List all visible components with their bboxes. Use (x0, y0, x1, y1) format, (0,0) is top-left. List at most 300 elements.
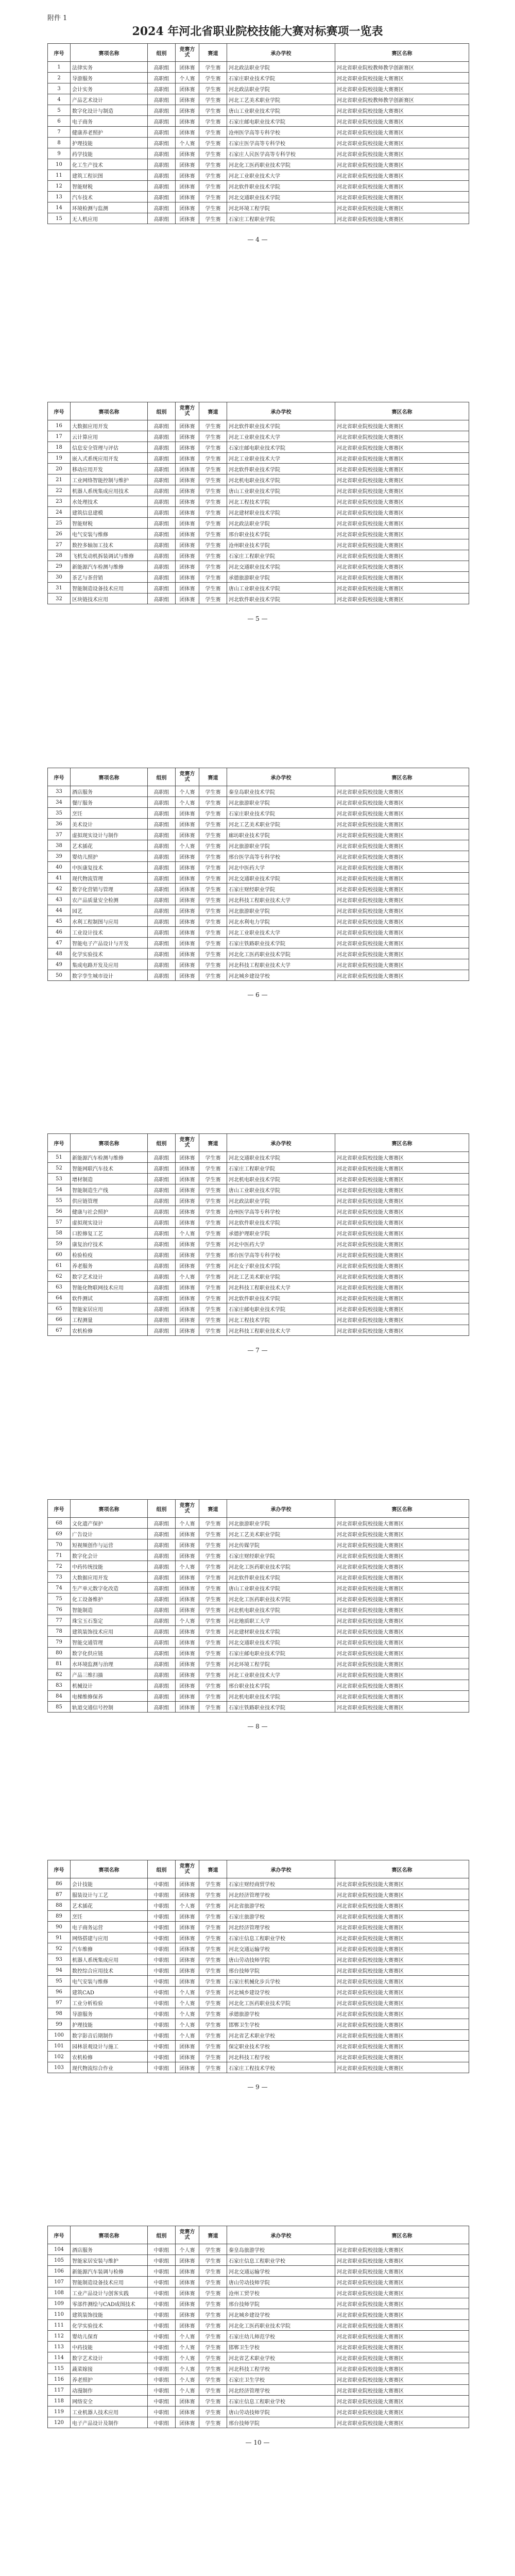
table-cell: 中职组 (148, 2266, 176, 2277)
table-cell: 学生赛 (199, 2298, 227, 2309)
column-header: 竞赛方式 (176, 1860, 199, 1878)
table-cell: 无人机应用 (71, 213, 148, 224)
table-cell: 河北省职业院校技能大赛赛区 (335, 2374, 469, 2385)
page-number: — 10 — (245, 2439, 270, 2446)
competition-table (47, 402, 469, 604)
table-cell: 电气安装与维修 (71, 529, 148, 539)
table-cell: 河北科技工程职业技术大学 (227, 894, 335, 905)
table-row (48, 138, 469, 148)
table-cell: 石家庄信息工程职业学校 (227, 2255, 335, 2266)
table-cell: 石家庄邮电职业技术学院 (227, 1303, 335, 1314)
table-cell: 健康养老照护 (71, 127, 148, 138)
table-cell: 河北省职业院校技能大赛赛区 (335, 2363, 469, 2374)
table-cell: 河北软件职业技术学院 (227, 420, 335, 431)
table-cell: 学生赛 (199, 2062, 227, 2073)
table-cell: 学生赛 (199, 1943, 227, 1954)
table-cell: 智能制造设备技术应用 (71, 2277, 148, 2287)
table-cell: 秦皇岛职业技术学院 (227, 786, 335, 797)
table-cell: 健康与社会照护 (71, 1206, 148, 1217)
table-row (48, 2277, 469, 2287)
column-header: 赛项名称 (71, 402, 148, 420)
table-cell: 学生赛 (199, 442, 227, 453)
table-cell: 河北省职业院校技能大赛赛区 (335, 2255, 469, 2266)
table-row (48, 2374, 469, 2385)
table-cell: 95 (48, 1976, 71, 1987)
table-cell: 学生赛 (199, 1615, 227, 1626)
table-cell: 高职组 (148, 1260, 176, 1271)
table-header-row (48, 768, 469, 786)
table-cell: 学生赛 (199, 2363, 227, 2374)
table-cell: 55 (48, 1195, 71, 1206)
table-cell: 高职组 (148, 1669, 176, 1680)
table-cell: 高职组 (148, 192, 176, 202)
table-cell: 高职组 (148, 496, 176, 507)
page-number: — 8 — (247, 1723, 268, 1730)
table-cell: 学生赛 (199, 2352, 227, 2363)
table-cell: 学生赛 (199, 1282, 227, 1293)
table-cell: 个人赛 (176, 1518, 199, 1529)
table-cell: 101 (48, 2041, 71, 2052)
table-cell: 60 (48, 1249, 71, 1260)
table-row (48, 1529, 469, 1539)
table-cell: 团体赛 (176, 594, 199, 604)
table-cell: 10 (48, 159, 71, 170)
table-cell: 49 (48, 959, 71, 970)
table-cell: 高职组 (148, 507, 176, 518)
table-cell: 52 (48, 1163, 71, 1174)
table-row (48, 431, 469, 442)
table-row (48, 927, 469, 938)
table-cell: 河北政法职业学院 (227, 83, 335, 94)
table-cell: 智能财税 (71, 518, 148, 529)
table-cell: 27 (48, 539, 71, 550)
table-cell: 37 (48, 829, 71, 840)
table-cell: 河北环境工程学院 (227, 202, 335, 213)
table-cell: 河北省职业院校技能大赛赛区 (335, 1583, 469, 1594)
table-row (48, 561, 469, 572)
table-cell: 中职组 (148, 2309, 176, 2320)
table-cell: 29 (48, 561, 71, 572)
table-cell: 护理技能 (71, 2019, 148, 2030)
table-cell: 轨道交通信号控制 (71, 1702, 148, 1713)
table-row (48, 2019, 469, 2030)
table-cell: 嵌入式系统应用开发 (71, 453, 148, 464)
table-row (48, 464, 469, 474)
table-cell: 智能制造设备技术应用 (71, 583, 148, 594)
table-header-row (48, 2226, 469, 2244)
table-cell: 河北省职业院校技能大赛赛区 (335, 1604, 469, 1615)
table-cell: 石家庄医学高等专科学校 (227, 138, 335, 148)
table-cell: 学生赛 (199, 1561, 227, 1572)
table-cell: 河北省职业院校技能大赛赛区 (335, 873, 469, 884)
table-cell: 邢台技师学院 (227, 2417, 335, 2428)
table-row (48, 1943, 469, 1954)
table-row (48, 1228, 469, 1239)
table-row (48, 73, 469, 83)
table-cell: 河北科技工程职业技术大学 (227, 1325, 335, 1336)
table-cell: 石家庄信息工程职业学校 (227, 1933, 335, 1943)
table-cell: 产品艺术设计 (71, 94, 148, 105)
table-cell: 学生赛 (199, 1206, 227, 1217)
table-cell: 学生赛 (199, 1239, 227, 1249)
table-row (48, 2309, 469, 2320)
table-row (48, 1174, 469, 1184)
column-header: 组别 (148, 1134, 176, 1152)
table-cell: 团体赛 (176, 1572, 199, 1583)
table-cell: 高职组 (148, 213, 176, 224)
table-cell: 高职组 (148, 127, 176, 138)
table-cell: 河北化工医药职业技术学院 (227, 948, 335, 959)
table-row (48, 1195, 469, 1206)
table-cell: 高职组 (148, 938, 176, 948)
table-cell: 网络搭建与应用 (71, 1933, 148, 1943)
table-cell: 河北省职业院校技能大赛赛区 (335, 2320, 469, 2331)
table-cell: 珠宝玉石鉴定 (71, 1615, 148, 1626)
table-cell: 学生赛 (199, 2417, 227, 2428)
table-cell: 河北省职业院校技能大赛赛区 (335, 1518, 469, 1529)
table-cell: 团体赛 (176, 1669, 199, 1680)
table-cell: 河北省职业院校技能大赛赛区 (335, 970, 469, 981)
table-cell: 中职组 (148, 2352, 176, 2363)
table-cell: 智能交通管理 (71, 1637, 148, 1648)
table-cell: 河北省职业院校技能大赛赛区 (335, 159, 469, 170)
table-row (48, 1900, 469, 1911)
table-cell: 团体赛 (176, 529, 199, 539)
table-cell: 学生赛 (199, 1529, 227, 1539)
table-cell: 河北软件职业技术学院 (227, 181, 335, 192)
table-cell: 河北机电职业技术学院 (227, 1691, 335, 1702)
table-cell: 学生赛 (199, 1195, 227, 1206)
table-cell: 中职组 (148, 2041, 176, 2052)
table-cell: 学生赛 (199, 1691, 227, 1702)
table-cell: 河北省职业院校技能大赛赛区 (335, 2385, 469, 2396)
table-cell: 学生赛 (199, 464, 227, 474)
table-cell: 智能化物联网技术应用 (71, 1282, 148, 1293)
table-cell: 高职组 (148, 1680, 176, 1691)
table-row (48, 1911, 469, 1922)
table-cell: 99 (48, 2019, 71, 2030)
table-cell: 河北省职业院校技能大赛赛区 (335, 594, 469, 604)
table-cell: 团体赛 (176, 1954, 199, 1965)
table-cell: 大数据应用开发 (71, 420, 148, 431)
table-row (48, 797, 469, 808)
table-cell: 河北省职业院校技能大赛赛区 (335, 2266, 469, 2277)
table-cell: 河北省职业院校技能大赛赛区 (335, 442, 469, 453)
table-cell: 河北交通职业技术学院 (227, 561, 335, 572)
table-cell: 73 (48, 1572, 71, 1583)
table-row (48, 1550, 469, 1561)
table-cell: 高职组 (148, 1594, 176, 1604)
table-cell: 学生赛 (199, 2019, 227, 2030)
table-cell: 学生赛 (199, 862, 227, 873)
table-cell: 河北省职业院校技能大赛赛区 (335, 2352, 469, 2363)
table-cell: 河北交通运输学校 (227, 1943, 335, 1954)
table-cell: 团体赛 (176, 2052, 199, 2062)
table-cell: 高职组 (148, 1293, 176, 1303)
table-cell: 邢台医学高等专科学校 (227, 851, 335, 862)
table-cell: 团体赛 (176, 948, 199, 959)
table-cell: 学生赛 (199, 518, 227, 529)
table-cell: 高职组 (148, 529, 176, 539)
table-header-row (48, 402, 469, 420)
table-cell: 现代物流综合作业 (71, 2062, 148, 2073)
competition-table (47, 768, 469, 981)
table-cell: 个人赛 (176, 1615, 199, 1626)
table-cell: 学生赛 (199, 829, 227, 840)
table-cell: 高职组 (148, 1583, 176, 1594)
table-cell: 河北机电职业技术学院 (227, 1604, 335, 1615)
table-cell: 团体赛 (176, 1206, 199, 1217)
table-cell: 河北旅游职业学院 (227, 1518, 335, 1529)
table-cell: 团体赛 (176, 1539, 199, 1550)
table-row (48, 938, 469, 948)
table-cell: 学生赛 (199, 2041, 227, 2052)
column-header: 组别 (148, 2226, 176, 2244)
table-cell: 中职组 (148, 2342, 176, 2352)
table-cell: 河北省职业院校技能大赛赛区 (335, 1648, 469, 1658)
table-cell: 学生赛 (199, 1669, 227, 1680)
table-row (48, 594, 469, 604)
table-cell: 102 (48, 2052, 71, 2062)
table-cell: 中药传统技能 (71, 1561, 148, 1572)
column-header: 赛区名称 (335, 1860, 469, 1878)
table-cell: 33 (48, 786, 71, 797)
table-row (48, 1965, 469, 1976)
table-cell: 河北省职业院校技能大赛赛区 (335, 1922, 469, 1933)
table-cell: 团体赛 (176, 442, 199, 453)
table-cell: 41 (48, 873, 71, 884)
table-cell: 学生赛 (199, 170, 227, 181)
table-cell: 中职组 (148, 2298, 176, 2309)
table-cell: 水利工程制图与应用 (71, 916, 148, 927)
table-cell: 100 (48, 2030, 71, 2041)
table-cell: 高职组 (148, 170, 176, 181)
table-cell: 河北省职业院校技能大赛赛区 (335, 1228, 469, 1239)
table-cell: 石家庄职业技术学院 (227, 808, 335, 819)
table-row (48, 518, 469, 529)
table-cell: 河北机电职业技术学院 (227, 474, 335, 485)
table-cell: 中职组 (148, 2008, 176, 2019)
table-cell: 会计技能 (71, 1878, 148, 1889)
table-cell: 18 (48, 442, 71, 453)
table-cell: 中职组 (148, 1922, 176, 1933)
table-cell: 团体赛 (176, 2320, 199, 2331)
table-cell: 邢台职业技术学院 (227, 529, 335, 539)
table-row (48, 2244, 469, 2255)
table-cell: 沧州工贸学校 (227, 2287, 335, 2298)
table-cell: 45 (48, 916, 71, 927)
table-cell: 17 (48, 431, 71, 442)
table-row (48, 485, 469, 496)
table-cell: 高职组 (148, 550, 176, 561)
table-cell: 高职组 (148, 1691, 176, 1702)
table-cell: 57 (48, 1217, 71, 1228)
table-cell: 石家庄机械化步兵学校 (227, 1976, 335, 1987)
table-cell: 高职组 (148, 442, 176, 453)
table-cell: 中职组 (148, 1976, 176, 1987)
table-row (48, 884, 469, 894)
table-cell: 承德旅游学校 (227, 2008, 335, 2019)
table-cell: 石家庄人民医学高等专科学校 (227, 148, 335, 159)
competition-table (47, 43, 469, 224)
table-cell: 工业机器人技术应用 (71, 2406, 148, 2417)
table-row (48, 1637, 469, 1648)
table-cell: 团体赛 (176, 583, 199, 594)
table-cell: 团体赛 (176, 916, 199, 927)
table-cell: 零部件测绘与CAD成图技术 (71, 2298, 148, 2309)
table-cell: 河北省职业院校技能大赛赛区 (335, 138, 469, 148)
table-cell: 个人赛 (176, 73, 199, 83)
table-cell: 虚拟现实设计与制作 (71, 829, 148, 840)
table-cell: 河北省职业院校技能大赛赛区 (335, 2342, 469, 2352)
table-cell: 河北交通运输学校 (227, 2266, 335, 2277)
table-cell: 工业产品设计与创客实践 (71, 2287, 148, 2298)
table-cell: 团体赛 (176, 1933, 199, 1943)
table-cell: 中职组 (148, 2374, 176, 2385)
column-header: 竞赛方式 (176, 768, 199, 786)
table-cell: 高职组 (148, 105, 176, 116)
table-cell: 68 (48, 1518, 71, 1529)
column-header: 赛区名称 (335, 44, 469, 62)
table-cell: 115 (48, 2363, 71, 2374)
table-cell: 团体赛 (176, 1314, 199, 1325)
table-cell: 学生赛 (199, 2277, 227, 2287)
table-row (48, 905, 469, 916)
table-cell: 学生赛 (199, 1626, 227, 1637)
table-cell: 中职组 (148, 1900, 176, 1911)
table-cell: 团体赛 (176, 431, 199, 442)
table-cell: 个人赛 (176, 1987, 199, 1997)
table-cell: 河北省职业院校技能大赛赛区 (335, 959, 469, 970)
table-cell: 河北省职业院校技能大赛赛区 (335, 894, 469, 905)
table-cell: 74 (48, 1583, 71, 1594)
table-cell: 机器人系统集成应用 (71, 1954, 148, 1965)
table-cell: 河北化工医药职业技术学院 (227, 1594, 335, 1604)
column-header: 赛项名称 (71, 44, 148, 62)
table-cell: 河北省职业院校技能大赛赛区 (335, 496, 469, 507)
table-cell: 婴幼儿照护 (71, 851, 148, 862)
table-cell: 导游服务 (71, 73, 148, 83)
table-cell: 高职组 (148, 518, 176, 529)
table-cell: 河北省职业院校技能大赛赛区 (335, 851, 469, 862)
table-cell: 117 (48, 2385, 71, 2396)
table-cell: 石家庄铁路职业技术学院 (227, 938, 335, 948)
table-cell: 供应链管理 (71, 1195, 148, 1206)
table-row (48, 420, 469, 431)
table-cell: 96 (48, 1987, 71, 1997)
table-cell: 沧州职业技术学院 (227, 539, 335, 550)
table-cell: 工程测量 (71, 1314, 148, 1325)
table-cell: 106 (48, 2266, 71, 2277)
table-cell: 31 (48, 583, 71, 594)
table-cell: 团体赛 (176, 105, 199, 116)
table-cell: 70 (48, 1539, 71, 1550)
table-cell: 团体赛 (176, 2287, 199, 2298)
table-cell: 学生赛 (199, 1933, 227, 1943)
table-cell: 高职组 (148, 1626, 176, 1637)
table-cell: 河北省职业院校技能大赛赛区 (335, 1878, 469, 1889)
table-cell: 学生赛 (199, 1911, 227, 1922)
table-cell: 智能网联汽车技术 (71, 1163, 148, 1174)
table-cell: 团体赛 (176, 2396, 199, 2406)
table-cell: 学生赛 (199, 1314, 227, 1325)
table-cell: 学生赛 (199, 894, 227, 905)
column-header: 序号 (48, 768, 71, 786)
table-cell: 30 (48, 572, 71, 583)
table-cell: 河北工艺美术职业学院 (227, 1529, 335, 1539)
table-row (48, 442, 469, 453)
table-cell: 团体赛 (176, 116, 199, 127)
table-cell: 学生赛 (199, 1325, 227, 1336)
table-cell: 河北化工医药职业技术学院 (227, 1561, 335, 1572)
table-cell: 检验检疫 (71, 1249, 148, 1260)
table-cell: 学生赛 (199, 561, 227, 572)
table-cell: 团体赛 (176, 1303, 199, 1314)
table-cell: 学生赛 (199, 2008, 227, 2019)
table-cell: 河北交通职业技术学院 (227, 1152, 335, 1163)
table-cell: 数字孪生城市设计 (71, 970, 148, 981)
table-cell: 团体赛 (176, 1325, 199, 1336)
table-cell: 河北省职业院校技能大赛赛区 (335, 202, 469, 213)
table-row (48, 1539, 469, 1550)
table-cell: 团体赛 (176, 1249, 199, 1260)
table-cell: 学生赛 (199, 851, 227, 862)
table-cell: 高职组 (148, 1239, 176, 1249)
table-cell: 107 (48, 2277, 71, 2287)
table-cell: 高职组 (148, 1206, 176, 1217)
table-cell: 个人赛 (176, 1900, 199, 1911)
table-cell: 餐厅服务 (71, 797, 148, 808)
table-cell: 学生赛 (199, 2255, 227, 2266)
table-cell: 团体赛 (176, 2266, 199, 2277)
table-cell: 学生赛 (199, 1583, 227, 1594)
table-cell: 河北省职业院校技能大赛赛区 (335, 572, 469, 583)
table-cell: 团体赛 (176, 170, 199, 181)
table-cell: 沧州医学高等专科学校 (227, 1206, 335, 1217)
table-cell: 团体赛 (176, 851, 199, 862)
table-cell: 河北省职业院校技能大赛赛区 (335, 83, 469, 94)
table-cell: 学生赛 (199, 1249, 227, 1260)
table-cell: 中职组 (148, 2320, 176, 2331)
table-cell: 园林景观设计与施工 (71, 2041, 148, 2052)
table-cell: 唐山劳动技师学院 (227, 2277, 335, 2287)
table-cell: 团体赛 (176, 148, 199, 159)
table-cell: 河北省职业院校技能大赛赛区 (335, 819, 469, 829)
table-cell: 高职组 (148, 1184, 176, 1195)
table-cell: 唐山劳动技师学院 (227, 1954, 335, 1965)
table-row (48, 1691, 469, 1702)
table-cell: 机械设计 (71, 1680, 148, 1691)
table-cell: 团体赛 (176, 518, 199, 529)
table-row (48, 550, 469, 561)
table-row (48, 474, 469, 485)
table-cell: 5 (48, 105, 71, 116)
table-cell: 学生赛 (199, 2331, 227, 2342)
table-cell: 河北省职业院校技能大赛赛区 (335, 1702, 469, 1713)
table-cell: 高职组 (148, 1702, 176, 1713)
table-cell: 高职组 (148, 73, 176, 83)
table-cell: 养老服务 (71, 1260, 148, 1271)
table-cell: 学生赛 (199, 916, 227, 927)
table-cell: 学生赛 (199, 938, 227, 948)
table-cell: 河北省职业院校技能大赛赛区 (335, 1626, 469, 1637)
table-cell: 环境检测与监测 (71, 202, 148, 213)
table-cell: 邯郸卫生学校 (227, 2342, 335, 2352)
table-cell: 河北省职业院校技能大赛赛区 (335, 170, 469, 181)
table-cell: 团体赛 (176, 1239, 199, 1249)
table-cell: 学生赛 (199, 2052, 227, 2062)
table-cell: 电子商务 (71, 116, 148, 127)
